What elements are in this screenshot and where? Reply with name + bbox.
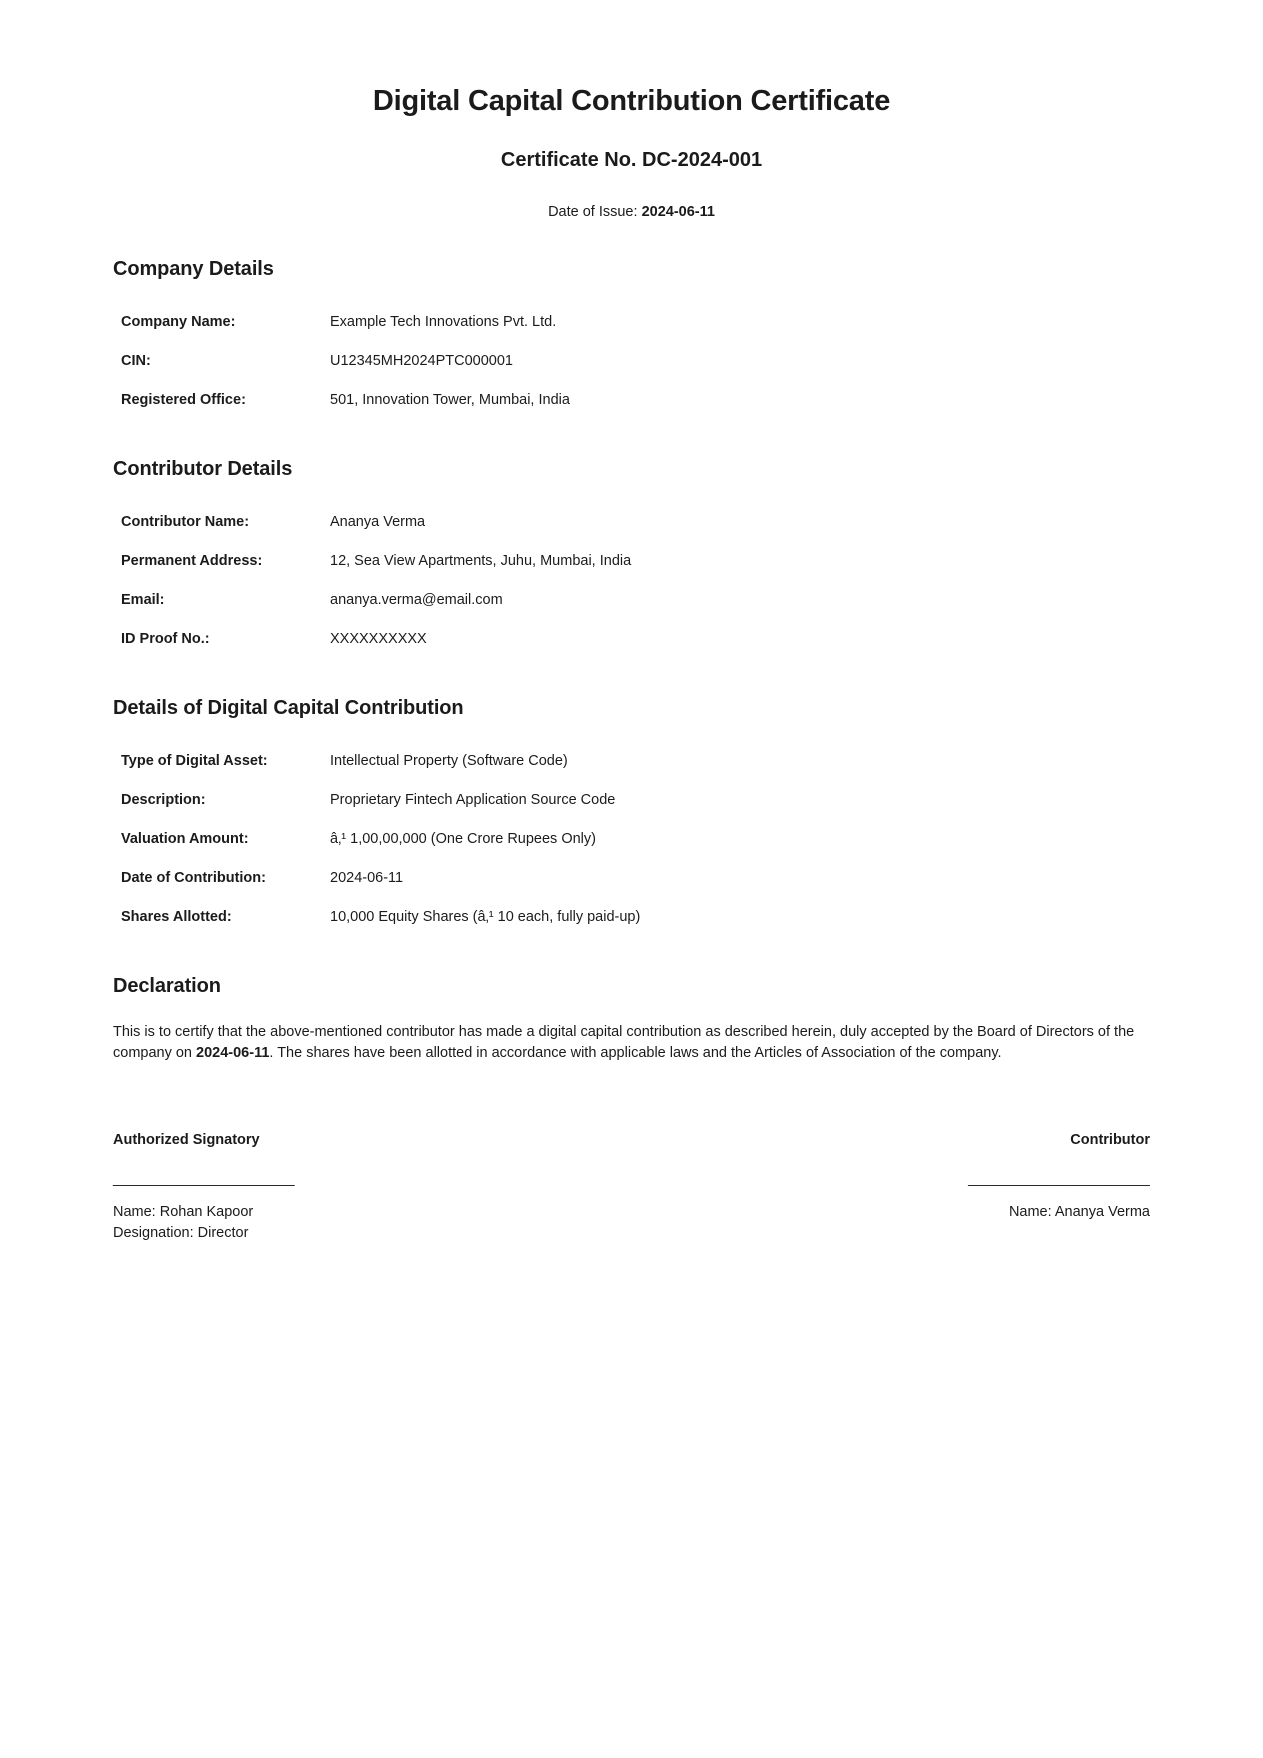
detail-label: CIN: (121, 352, 151, 369)
signatory-designation: Designation: Director (113, 1225, 249, 1242)
detail-label: ID Proof No.: (121, 630, 210, 647)
declaration-date: 2024-06-11 (196, 1044, 270, 1061)
detail-value: 501, Innovation Tower, Mumbai, India (330, 391, 570, 408)
contribution-details-table (113, 742, 1150, 937)
detail-row-permanent-address (113, 542, 1150, 581)
declaration-text-before: This is to certify that the above-mentioned contributor has made a digital capital contribution as described herein, duly accepted by the Board of Directors of the company on (113, 1023, 1135, 1061)
detail-row-id-proof (113, 620, 1150, 659)
detail-value: Example Tech Innovations Pvt. Ltd. (330, 313, 557, 330)
detail-value: â‚¹ 1,00,00,000 (One Crore Rupees Only) (330, 830, 596, 847)
company-details-table (113, 303, 1150, 420)
signature-line-authorized: ______________________ (113, 1170, 295, 1187)
detail-row-description (113, 781, 1150, 820)
detail-value: ananya.verma@email.com (330, 591, 503, 608)
detail-row-contributor-name (113, 503, 1150, 542)
contributor-name: Name: Ananya Verma (1008, 1203, 1150, 1220)
signature-section (113, 1130, 1150, 1245)
detail-value: 10,000 Equity Shares (â‚¹ 10 each, fully paid-up) (330, 908, 641, 925)
detail-label: Date of Contribution: (121, 869, 266, 886)
declaration-text-after: . The shares have been allotted in accordance with applicable laws and the Articles of Association of the company. (269, 1044, 1002, 1061)
section-heading-contribution-details: Details of Digital Capital Contribution (113, 696, 464, 719)
detail-value: 2024-06-11 (330, 869, 404, 886)
detail-row-asset-type (113, 742, 1150, 781)
detail-value: Ananya Verma (330, 513, 426, 530)
certificate-document (113, 84, 1150, 1245)
detail-row-valuation-amount (113, 820, 1150, 859)
section-heading-company-details: Company Details (113, 257, 274, 280)
detail-row-registered-office (113, 381, 1150, 420)
detail-label: Type of Digital Asset: (121, 752, 268, 769)
detail-value: Proprietary Fintech Application Source Code (330, 791, 616, 808)
detail-value: U12345MH2024PTC000001 (330, 352, 513, 369)
contributor-details-table (113, 503, 1150, 659)
signature-identity-authorized (113, 1202, 295, 1245)
detail-label: Company Name: (121, 313, 236, 330)
detail-row-company-name (113, 303, 1150, 342)
detail-row-email (113, 581, 1150, 620)
detail-label: Permanent Address: (121, 552, 263, 569)
detail-label: Contributor Name: (121, 513, 250, 530)
detail-label: Shares Allotted: (121, 908, 232, 925)
date-of-issue-value: 2024-06-11 (641, 203, 715, 220)
date-of-issue (113, 204, 1150, 220)
section-heading-contributor-details: Contributor Details (113, 457, 293, 480)
signature-line-contributor: ______________________ (968, 1170, 1150, 1187)
signature-role-contributor: Contributor (1070, 1131, 1150, 1148)
date-of-issue-label: Date of Issue: (548, 203, 642, 220)
section-heading-declaration: Declaration (113, 974, 221, 997)
detail-row-cin (113, 342, 1150, 381)
signature-block-authorized-signatory (113, 1130, 295, 1245)
signature-identity-contributor (968, 1202, 1150, 1224)
detail-label: Email: (121, 591, 165, 608)
declaration-text (113, 1022, 1150, 1064)
detail-row-shares-allotted (113, 898, 1150, 937)
detail-label: Description: (121, 791, 206, 808)
page-title: Digital Capital Contribution Certificate (372, 85, 891, 117)
signature-block-contributor (968, 1130, 1150, 1245)
detail-value: XXXXXXXXXX (330, 630, 427, 647)
detail-value: 12, Sea View Apartments, Juhu, Mumbai, India (330, 552, 632, 569)
certificate-number: Certificate No. DC-2024-001 (500, 148, 763, 171)
detail-label: Registered Office: (121, 391, 246, 408)
detail-value: Intellectual Property (Software Code) (330, 752, 568, 769)
signature-role-authorized: Authorized Signatory (113, 1131, 260, 1148)
signatory-name: Name: Rohan Kapoor (113, 1203, 254, 1220)
detail-label: Valuation Amount: (121, 830, 249, 847)
detail-row-contribution-date (113, 859, 1150, 898)
